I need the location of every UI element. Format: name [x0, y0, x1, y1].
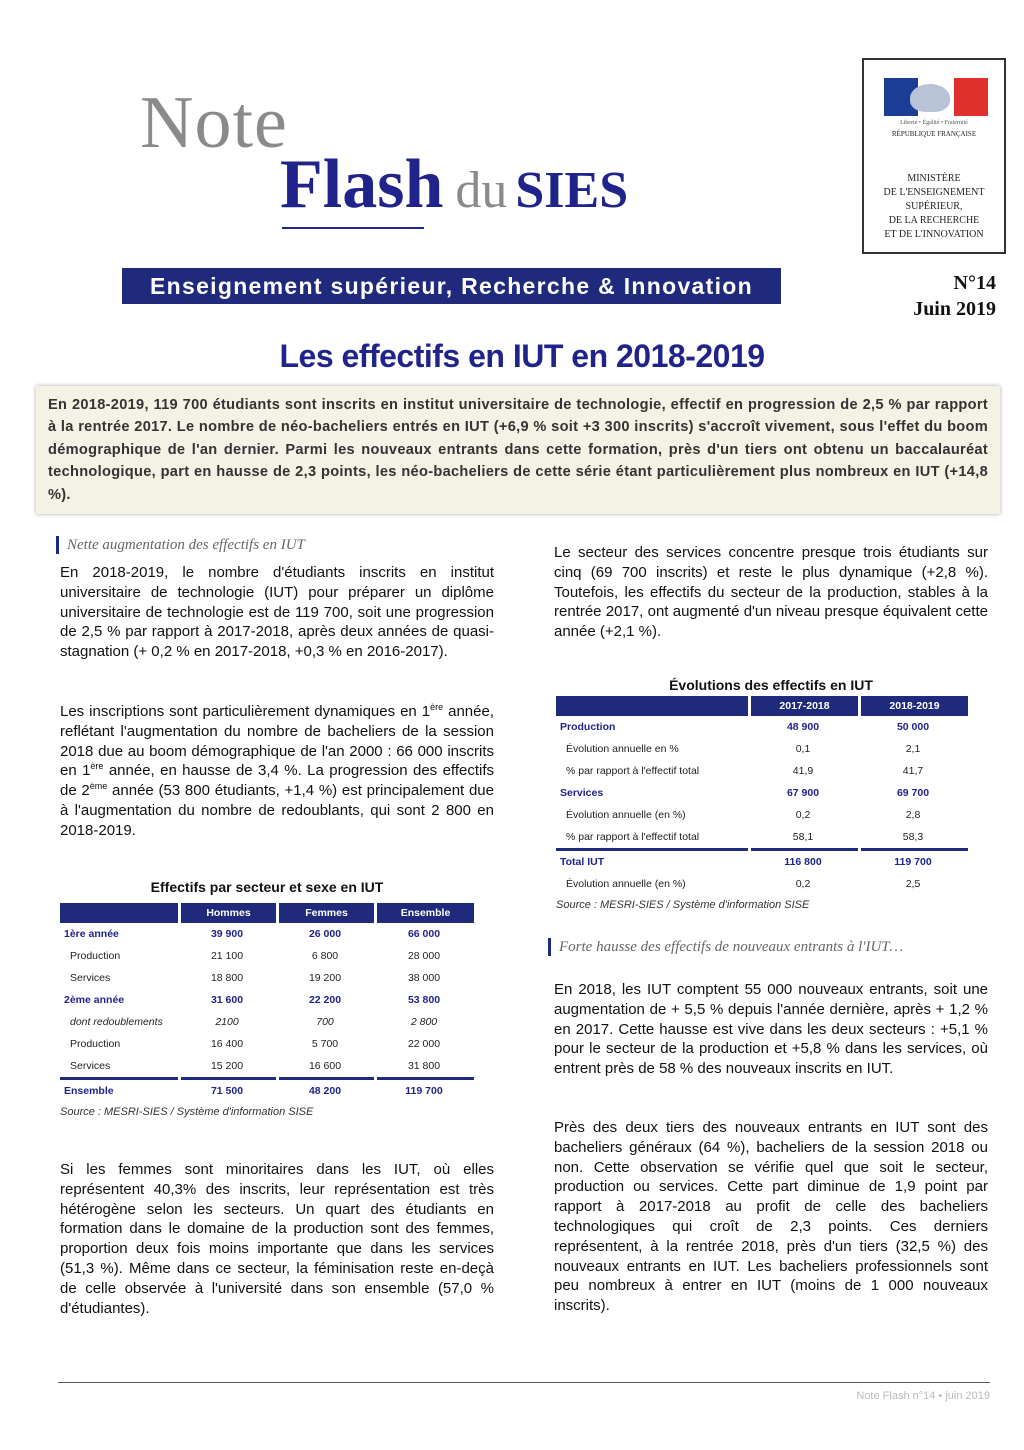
- total-label: Ensemble: [64, 1085, 114, 1097]
- masthead-underline: [282, 227, 424, 229]
- row-label: Services: [70, 972, 111, 984]
- section-heading-left: Nette augmentation des effectifs en IUT: [56, 536, 507, 554]
- issue-number: N°14: [953, 272, 996, 294]
- logo-ministry-name: MINISTÈRE DE L'ENSEIGNEMENT SUPÉRIEUR, DE LA RECHERCHE ET DE L'INNOVATION: [883, 173, 985, 240]
- cell-value: 16 400: [210, 1038, 244, 1050]
- table2-corner: [556, 696, 748, 716]
- table-row: [556, 716, 968, 738]
- cell-value: 6 800: [311, 950, 339, 962]
- table-row: [60, 1011, 474, 1033]
- cell-value: 21 100: [210, 950, 244, 962]
- cell-value: 58,1: [792, 831, 814, 843]
- row-label: Production: [70, 950, 121, 962]
- table-row: [60, 1033, 474, 1055]
- cell-value: 31 600: [210, 994, 244, 1006]
- cell-value: 53 800: [407, 994, 441, 1006]
- masthead-note: Note: [140, 82, 288, 164]
- issue-info: [880, 270, 996, 322]
- table1-header: Ensemble: [374, 903, 474, 923]
- cell-value: 66 000: [407, 928, 441, 940]
- ministry-logo: [862, 58, 1006, 254]
- right-paragraph-1: Le secteur des services concentre presque trois étudiants sur cinq (69 700 inscrits) et reste le plus dynamique (+2,8 %). Toutefois, les effectifs du secteur de la production, stables à la rentrée 2017, ont augmenté d'un niveau presque équivalent cette année (+2,1 %).: [554, 544, 988, 641]
- left-paragraph-3: Si les femmes sont minoritaires dans les IUT, où elles représentent 40,3% des inscrits, leur représentation est très hétérogène selon les secteurs. Un quart des étudiants en formation dans le domaine de la production sont des femmes, proportion deux fois moins importante que dans les services (51,3 %). Même dans ce secteur, la féminisation reste en-deçà de celle observée à l'université dans son ensemble (57,0 % d'étudiantes).: [60, 1161, 494, 1317]
- cell-value: 5 700: [311, 1038, 339, 1050]
- cell-value: 16 600: [308, 1060, 342, 1072]
- table1-corner: [60, 903, 178, 923]
- total-value: 71 500: [210, 1085, 244, 1097]
- cell-value: 2,1: [905, 743, 921, 755]
- row-label: Évolution annuelle (en %): [566, 809, 686, 821]
- masthead-sies-word: SIES: [515, 162, 629, 219]
- row-label: % par rapport à l'effectif total: [566, 765, 700, 777]
- masthead-du-word: du: [455, 162, 508, 219]
- cell-value: 2 800: [410, 1016, 438, 1028]
- row-label: % par rapport à l'effectif total: [566, 831, 700, 843]
- row-label: dont redoublements: [70, 1016, 163, 1028]
- cell-value: 2100: [215, 1016, 239, 1028]
- table-row: [556, 804, 968, 826]
- total-label: Total IUT: [560, 856, 605, 868]
- cell-value: 0,2: [795, 809, 811, 821]
- footer-rule: [58, 1382, 990, 1383]
- summary-box: [36, 386, 1000, 514]
- row-label: Services: [560, 787, 604, 799]
- total-value: 116 800: [784, 856, 822, 868]
- logo-republic: RÉPUBLIQUE FRANÇAISE: [891, 130, 977, 138]
- cell-value: 69 700: [896, 787, 930, 799]
- table2-grid: [556, 696, 968, 895]
- cell-value: 19 200: [308, 972, 342, 984]
- table1-header: Hommes: [178, 903, 276, 923]
- cell-value: 50 000: [896, 721, 930, 733]
- masthead-flash: [280, 146, 629, 223]
- cell-value: 48 900: [786, 721, 820, 733]
- cell-value: 18 800: [210, 972, 244, 984]
- table2: [556, 696, 970, 911]
- page-title: Les effectifs en IUT en 2018-2019: [279, 338, 765, 374]
- total-value: 119 700: [405, 1085, 443, 1097]
- cell-value: 28 000: [407, 950, 441, 962]
- table1: [60, 903, 476, 1118]
- table-row: [556, 738, 968, 760]
- section-heading-right: Forte hausse des effectifs de nouveaux entrants à l'IUT…: [548, 938, 999, 956]
- table-total-row: [556, 851, 968, 873]
- right-paragraph-2: En 2018, les IUT comptent 55 000 nouveaux entrants, soit une augmentation de + 5,5 % depuis l'année dernière, après + 1,2 % en 2017. Cette hausse est vive dans les deux secteurs : +5,1 % pour le secteur de la production et +5,8 % dans les services, où entrent près de 58 % des nouveaux inscrits en IUT.: [554, 981, 988, 1078]
- table-total-row: [60, 1080, 474, 1102]
- section-banner: Enseignement supérieur, Recherche & Innovation: [122, 268, 781, 304]
- left-paragraph-1: En 2018-2019, le nombre d'étudiants inscrits en institut universitaire de technologie (IUT) pour préparer un diplôme universitaire de technologie est de 119 700, soit une progression de 2,5 % par rapport à 2017-2018, après deux années de quasi-stagnation (+ 0,2 % en 2017-2018, +0,3 % en 2016-2017).: [60, 564, 494, 661]
- table2-title: Évolutions des effectifs en IUT: [669, 677, 873, 693]
- cell-value: 41,7: [902, 765, 924, 777]
- cell-value: 22 200: [308, 994, 342, 1006]
- table1-source: Source : MESRI-SIES / Système d'information SISE: [60, 1106, 314, 1118]
- table1-grid: [60, 903, 474, 1102]
- cell-value: 22 000: [407, 1038, 441, 1050]
- cell-value: 2,8: [905, 809, 921, 821]
- cell-value: 39 900: [210, 928, 244, 940]
- row-label: Évolution annuelle en %: [566, 743, 679, 755]
- table1-title: Effectifs par secteur et sexe en IUT: [150, 879, 384, 895]
- table-row: [556, 826, 968, 848]
- cell-value: 26 000: [308, 928, 342, 940]
- masthead-flash-word: Flash: [280, 146, 444, 223]
- row-label: Services: [70, 1060, 111, 1072]
- row-label: Production: [70, 1038, 121, 1050]
- marianne-flag-icon: [884, 78, 988, 116]
- cell-value: 15 200: [210, 1060, 244, 1072]
- cell-value: 58,3: [902, 831, 924, 843]
- cell-value: 31 800: [407, 1060, 441, 1072]
- table-row: [556, 782, 968, 804]
- table-row: [556, 873, 968, 895]
- footer-text: Note Flash n°14 • juin 2019: [856, 1390, 990, 1402]
- summary-text: En 2018-2019, 119 700 étudiants sont inscrits en institut universitaire de technologie, effectif en progression de 2,5 % par rapport à la rentrée 2017. Le nombre de néo-bacheliers entrés en IUT (+6,9 % soit +3 300 inscrits) s'accroît vivement, sous l'effet du boom démographique de l'an dernier. Parmi les nouveaux entrants dans cette formation, près d'un tiers ont obtenu un baccalauréat technologique, part en hausse de 2,3 points, les néo-bacheliers de cette série étant particulièrement plus nombreux en IUT (+14,8 %).: [48, 397, 988, 503]
- row-label: Production: [560, 721, 616, 733]
- cell-value: 41,9: [792, 765, 814, 777]
- table-row: [60, 989, 474, 1011]
- issue-date: Juin 2019: [913, 298, 996, 320]
- cell-value: 700: [316, 1016, 334, 1028]
- row-label: Évolution annuelle (en %): [566, 878, 686, 890]
- cell-value: 0,2: [795, 878, 811, 890]
- table-row: [60, 923, 474, 945]
- cell-value: 67 900: [786, 787, 820, 799]
- row-label: 2ème année: [64, 994, 125, 1006]
- right-paragraph-3: Près des deux tiers des nouveaux entrants en IUT sont des bacheliers généraux (64 %), bacheliers de la session 2018 ou non. Cette observation se vérifie quel que soit le secteur, production ou services. Cette part diminue de 1,9 point par rapport à 2017-2018 au profit de celle des bacheliers technologiques qui croît de 2,3 points. Ces derniers représentent, à la rentrée 2018, près d'un tiers (32,5 %) des nouveaux entrants en IUT. Les bacheliers professionnels sont peu nombreux à entrer en IUT (moins de 1 000 nouveaux inscrits).: [554, 1119, 988, 1315]
- total-value: 119 700: [894, 856, 932, 868]
- table2-header: 2018-2019: [858, 696, 968, 716]
- row-label: 1ère année: [64, 928, 119, 940]
- cell-value: 38 000: [407, 972, 441, 984]
- table1-header: Femmes: [276, 903, 374, 923]
- table-row: [60, 1055, 474, 1077]
- table-row: [60, 967, 474, 989]
- table-row: [60, 945, 474, 967]
- left-paragraph-2: Les inscriptions sont particulièrement dynamiques en 1ère année, reflétant l'augmentation du nombre de bacheliers de la session 2018 due au boom démographique de l'an 2000 : 66 000 inscrits en 1ère année, en hausse de 3,4 %. La progression des effectifs de 2ème année (53 800 étudiants, +1,4 %) est principalement due à l'augmentation du nombre de redoublants, qui sont 2 800 en 2018-2019.: [60, 702, 494, 839]
- table-row: [556, 760, 968, 782]
- total-value: 48 200: [308, 1085, 342, 1097]
- table2-header: 2017-2018: [748, 696, 858, 716]
- cell-value: 2,5: [905, 878, 921, 890]
- cell-value: 0,1: [795, 743, 811, 755]
- logo-motto: Liberté • Égalité • Fraternité: [900, 120, 968, 126]
- table2-source: Source : MESRI-SIES / Système d'information SISE: [556, 899, 810, 911]
